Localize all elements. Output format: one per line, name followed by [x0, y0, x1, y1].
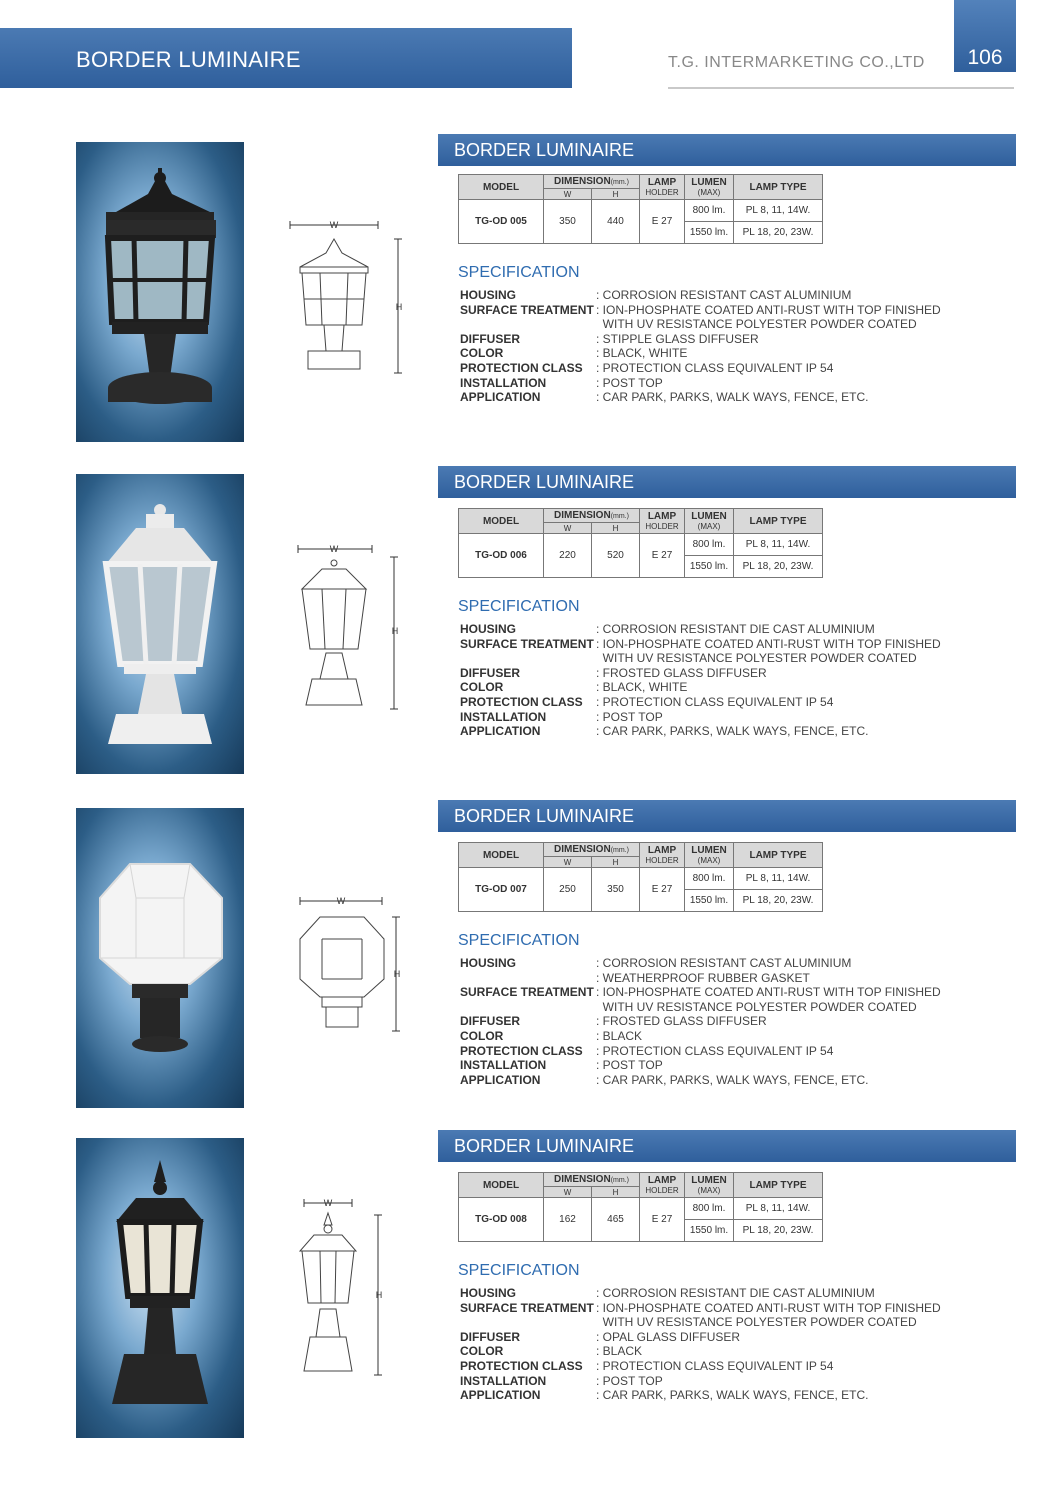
col-h: H [592, 1187, 640, 1198]
model-cell: TG-OD 008 [459, 1198, 544, 1242]
company-name: T.G. INTERMARKETING CO.,LTD [668, 54, 925, 71]
product-photo [76, 808, 244, 1108]
product-section [0, 808, 1060, 1128]
holder-cell: E 27 [640, 1198, 685, 1242]
spec-row: DIFFUSER : OPAL GLASS DIFFUSER [460, 1329, 741, 1344]
lumen-cell: 800 lm. [685, 200, 734, 222]
spec-row: PROTECTION CLASS : PROTECTION CLASS EQUIVALENT IP 54 [460, 694, 834, 709]
dimension-table [458, 1172, 823, 1242]
product-photo [76, 1138, 244, 1438]
spec-row: SURFACE TREATMENT : ION-PHOSPHATE COATED ANTI-RUST WITH TOP FINISHED [460, 985, 941, 1000]
col-lamp-holder: LAMP HOLDER [640, 843, 685, 868]
specification-heading: SPECIFICATION [458, 1262, 580, 1279]
product-photo [76, 142, 244, 442]
spec-row: HOUSING : CORROSION RESISTANT DIE CAST ALUMINIUM [460, 1286, 875, 1300]
spec-row: SURFACE TREATMENT : ION-PHOSPHATE COATED ANTI-RUST WITH TOP FINISHED [460, 636, 941, 651]
width-cell: 220 [544, 534, 592, 578]
product-title-band: BORDER LUMINAIRE [438, 800, 1016, 832]
spec-row: : WEATHERPROOF RUBBER GASKET [596, 970, 810, 985]
height-cell: 440 [592, 200, 640, 244]
lamp-type-cell: PL 18, 20, 23W. [734, 890, 823, 912]
col-h: H [592, 857, 640, 868]
col-lumen: LUMEN (MAX) [685, 175, 734, 200]
width-cell: 162 [544, 1198, 592, 1242]
width-cell: 250 [544, 868, 592, 912]
lamp-photo-006 [76, 474, 244, 774]
spec-row: COLOR : BLACK [460, 1344, 643, 1359]
lamp-type-cell: PL 18, 20, 23W. [734, 556, 823, 578]
spec-row: INSTALLATION : POST TOP [460, 1373, 663, 1388]
page-number: 106 [967, 46, 1003, 69]
col-lamp-type: LAMP TYPE [734, 509, 823, 534]
col-dimension: DIMENSION(mm.) [544, 843, 640, 857]
dimension-drawing [282, 1198, 412, 1373]
page-title: BORDER LUMINAIRE [76, 47, 301, 72]
spec-row: PROTECTION CLASS : PROTECTION CLASS EQUIVALENT IP 54 [460, 1358, 834, 1373]
width-label: W [323, 1198, 333, 1208]
col-h: H [592, 189, 640, 200]
dimension-drawing [282, 883, 412, 1043]
col-model: MODEL [459, 843, 544, 868]
col-model: MODEL [459, 175, 544, 200]
page-number-tab [954, 0, 1016, 72]
product-photo [76, 474, 244, 774]
spec-row: APPLICATION : CAR PARK, PARKS, WALK WAYS, FENCE, ETC. [460, 1072, 869, 1087]
spec-list [460, 956, 956, 1087]
lamp-type-cell: PL 8, 11, 14W. [734, 200, 823, 222]
col-dimension: DIMENSION(mm.) [544, 1173, 640, 1187]
lumen-cell: 1550 lm. [685, 556, 734, 578]
lumen-cell: 800 lm. [685, 1198, 734, 1220]
spec-row: SURFACE TREATMENT : ION-PHOSPHATE COATED ANTI-RUST WITH TOP FINISHED [460, 1300, 941, 1315]
lumen-cell: 1550 lm. [685, 222, 734, 244]
col-dimension: DIMENSION(mm.) [544, 175, 640, 189]
col-lamp-type: LAMP TYPE [734, 1173, 823, 1198]
spec-row: APPLICATION : CAR PARK, PARKS, WALK WAYS, FENCE, ETC. [460, 724, 869, 739]
header-divider [668, 87, 1014, 89]
dimension-drawing [282, 544, 412, 709]
lamp-photo-007 [76, 808, 244, 1108]
product-section [0, 1138, 1060, 1458]
spec-row: DIFFUSER : STIPPLE GLASS DIFFUSER [460, 331, 759, 346]
spec-row: SURFACE TREATMENT : ION-PHOSPHATE COATED ANTI-RUST WITH TOP FINISHED [460, 302, 941, 317]
model-cell: TG-OD 006 [459, 534, 544, 578]
col-w: W [544, 189, 592, 200]
spec-list [460, 622, 956, 739]
height-label: H [393, 969, 401, 979]
lumen-cell: 1550 lm. [685, 890, 734, 912]
spec-row: HOUSING : CORROSION RESISTANT CAST ALUMINIUM [460, 956, 852, 970]
col-model: MODEL [459, 1173, 544, 1198]
col-lamp-holder: LAMP HOLDER [640, 175, 685, 200]
lamp-type-cell: PL 8, 11, 14W. [734, 534, 823, 556]
spec-row: HOUSING : CORROSION RESISTANT DIE CAST ALUMINIUM [460, 622, 875, 636]
col-model: MODEL [459, 509, 544, 534]
lamp-type-cell: PL 18, 20, 23W. [734, 1220, 823, 1242]
spec-list [460, 288, 956, 405]
specification-heading: SPECIFICATION [458, 264, 580, 281]
product-title-band: BORDER LUMINAIRE [438, 1130, 1016, 1162]
height-label: H [375, 1290, 383, 1300]
dimension-table [458, 842, 823, 912]
width-label: W [336, 896, 346, 906]
spec-row: WITH UV RESISTANCE POLYESTER POWDER COATED [596, 999, 917, 1014]
dimension-drawing [282, 217, 412, 377]
lumen-cell: 1550 lm. [685, 1220, 734, 1242]
col-dimension: DIMENSION(mm.) [544, 509, 640, 523]
spec-row: APPLICATION : CAR PARK, PARKS, WALK WAYS, FENCE, ETC. [460, 390, 869, 405]
spec-row: INSTALLATION : POST TOP [460, 375, 663, 390]
lumen-cell: 800 lm. [685, 868, 734, 890]
dimension-table [458, 174, 823, 244]
holder-cell: E 27 [640, 868, 685, 912]
col-w: W [544, 1187, 592, 1198]
col-h: H [592, 523, 640, 534]
spec-row: PROTECTION CLASS : PROTECTION CLASS EQUIVALENT IP 54 [460, 360, 834, 375]
col-lumen: LUMEN (MAX) [685, 1173, 734, 1198]
col-lumen: LUMEN (MAX) [685, 843, 734, 868]
product-section [0, 142, 1060, 462]
lamp-photo-008 [76, 1138, 244, 1438]
height-label: H [391, 626, 399, 636]
dimension-table [458, 508, 823, 578]
spec-row: COLOR : BLACK [460, 1028, 643, 1043]
spec-list [460, 1286, 956, 1403]
spec-row: DIFFUSER : FROSTED GLASS DIFFUSER [460, 1014, 767, 1029]
model-cell: TG-OD 007 [459, 868, 544, 912]
holder-cell: E 27 [640, 534, 685, 578]
col-lamp-type: LAMP TYPE [734, 175, 823, 200]
col-lamp-type: LAMP TYPE [734, 843, 823, 868]
width-cell: 350 [544, 200, 592, 244]
width-label: W [329, 220, 339, 230]
lumen-cell: 800 lm. [685, 534, 734, 556]
spec-row: COLOR : BLACK, WHITE [460, 680, 688, 695]
col-lamp-holder: LAMP HOLDER [640, 1173, 685, 1198]
height-cell: 520 [592, 534, 640, 578]
col-lumen: LUMEN (MAX) [685, 509, 734, 534]
height-cell: 350 [592, 868, 640, 912]
specification-heading: SPECIFICATION [458, 598, 580, 615]
product-section [0, 474, 1060, 794]
spec-row: DIFFUSER : FROSTED GLASS DIFFUSER [460, 665, 767, 680]
spec-row: PROTECTION CLASS : PROTECTION CLASS EQUIVALENT IP 54 [460, 1043, 834, 1058]
spec-row: INSTALLATION : POST TOP [460, 709, 663, 724]
lamp-type-cell: PL 18, 20, 23W. [734, 222, 823, 244]
height-cell: 465 [592, 1198, 640, 1242]
spec-row: APPLICATION : CAR PARK, PARKS, WALK WAYS, FENCE, ETC. [460, 1388, 869, 1403]
lamp-type-cell: PL 8, 11, 14W. [734, 868, 823, 890]
height-label: H [395, 302, 403, 312]
lamp-photo-005 [76, 142, 244, 442]
col-lamp-holder: LAMP HOLDER [640, 509, 685, 534]
specification-heading: SPECIFICATION [458, 932, 580, 949]
lamp-type-cell: PL 8, 11, 14W. [734, 1198, 823, 1220]
spec-row: WITH UV RESISTANCE POLYESTER POWDER COATED [596, 651, 917, 666]
spec-row: WITH UV RESISTANCE POLYESTER POWDER COATED [596, 1315, 917, 1330]
col-w: W [544, 857, 592, 868]
model-cell: TG-OD 005 [459, 200, 544, 244]
holder-cell: E 27 [640, 200, 685, 244]
width-label: W [329, 544, 339, 554]
product-title-band: BORDER LUMINAIRE [438, 466, 1016, 498]
col-w: W [544, 523, 592, 534]
spec-row: INSTALLATION : POST TOP [460, 1058, 663, 1073]
spec-row: HOUSING : CORROSION RESISTANT CAST ALUMINIUM [460, 288, 852, 302]
product-title-band: BORDER LUMINAIRE [438, 134, 1016, 166]
spec-row: COLOR : BLACK, WHITE [460, 346, 688, 361]
spec-row: WITH UV RESISTANCE POLYESTER POWDER COATED [596, 317, 917, 332]
